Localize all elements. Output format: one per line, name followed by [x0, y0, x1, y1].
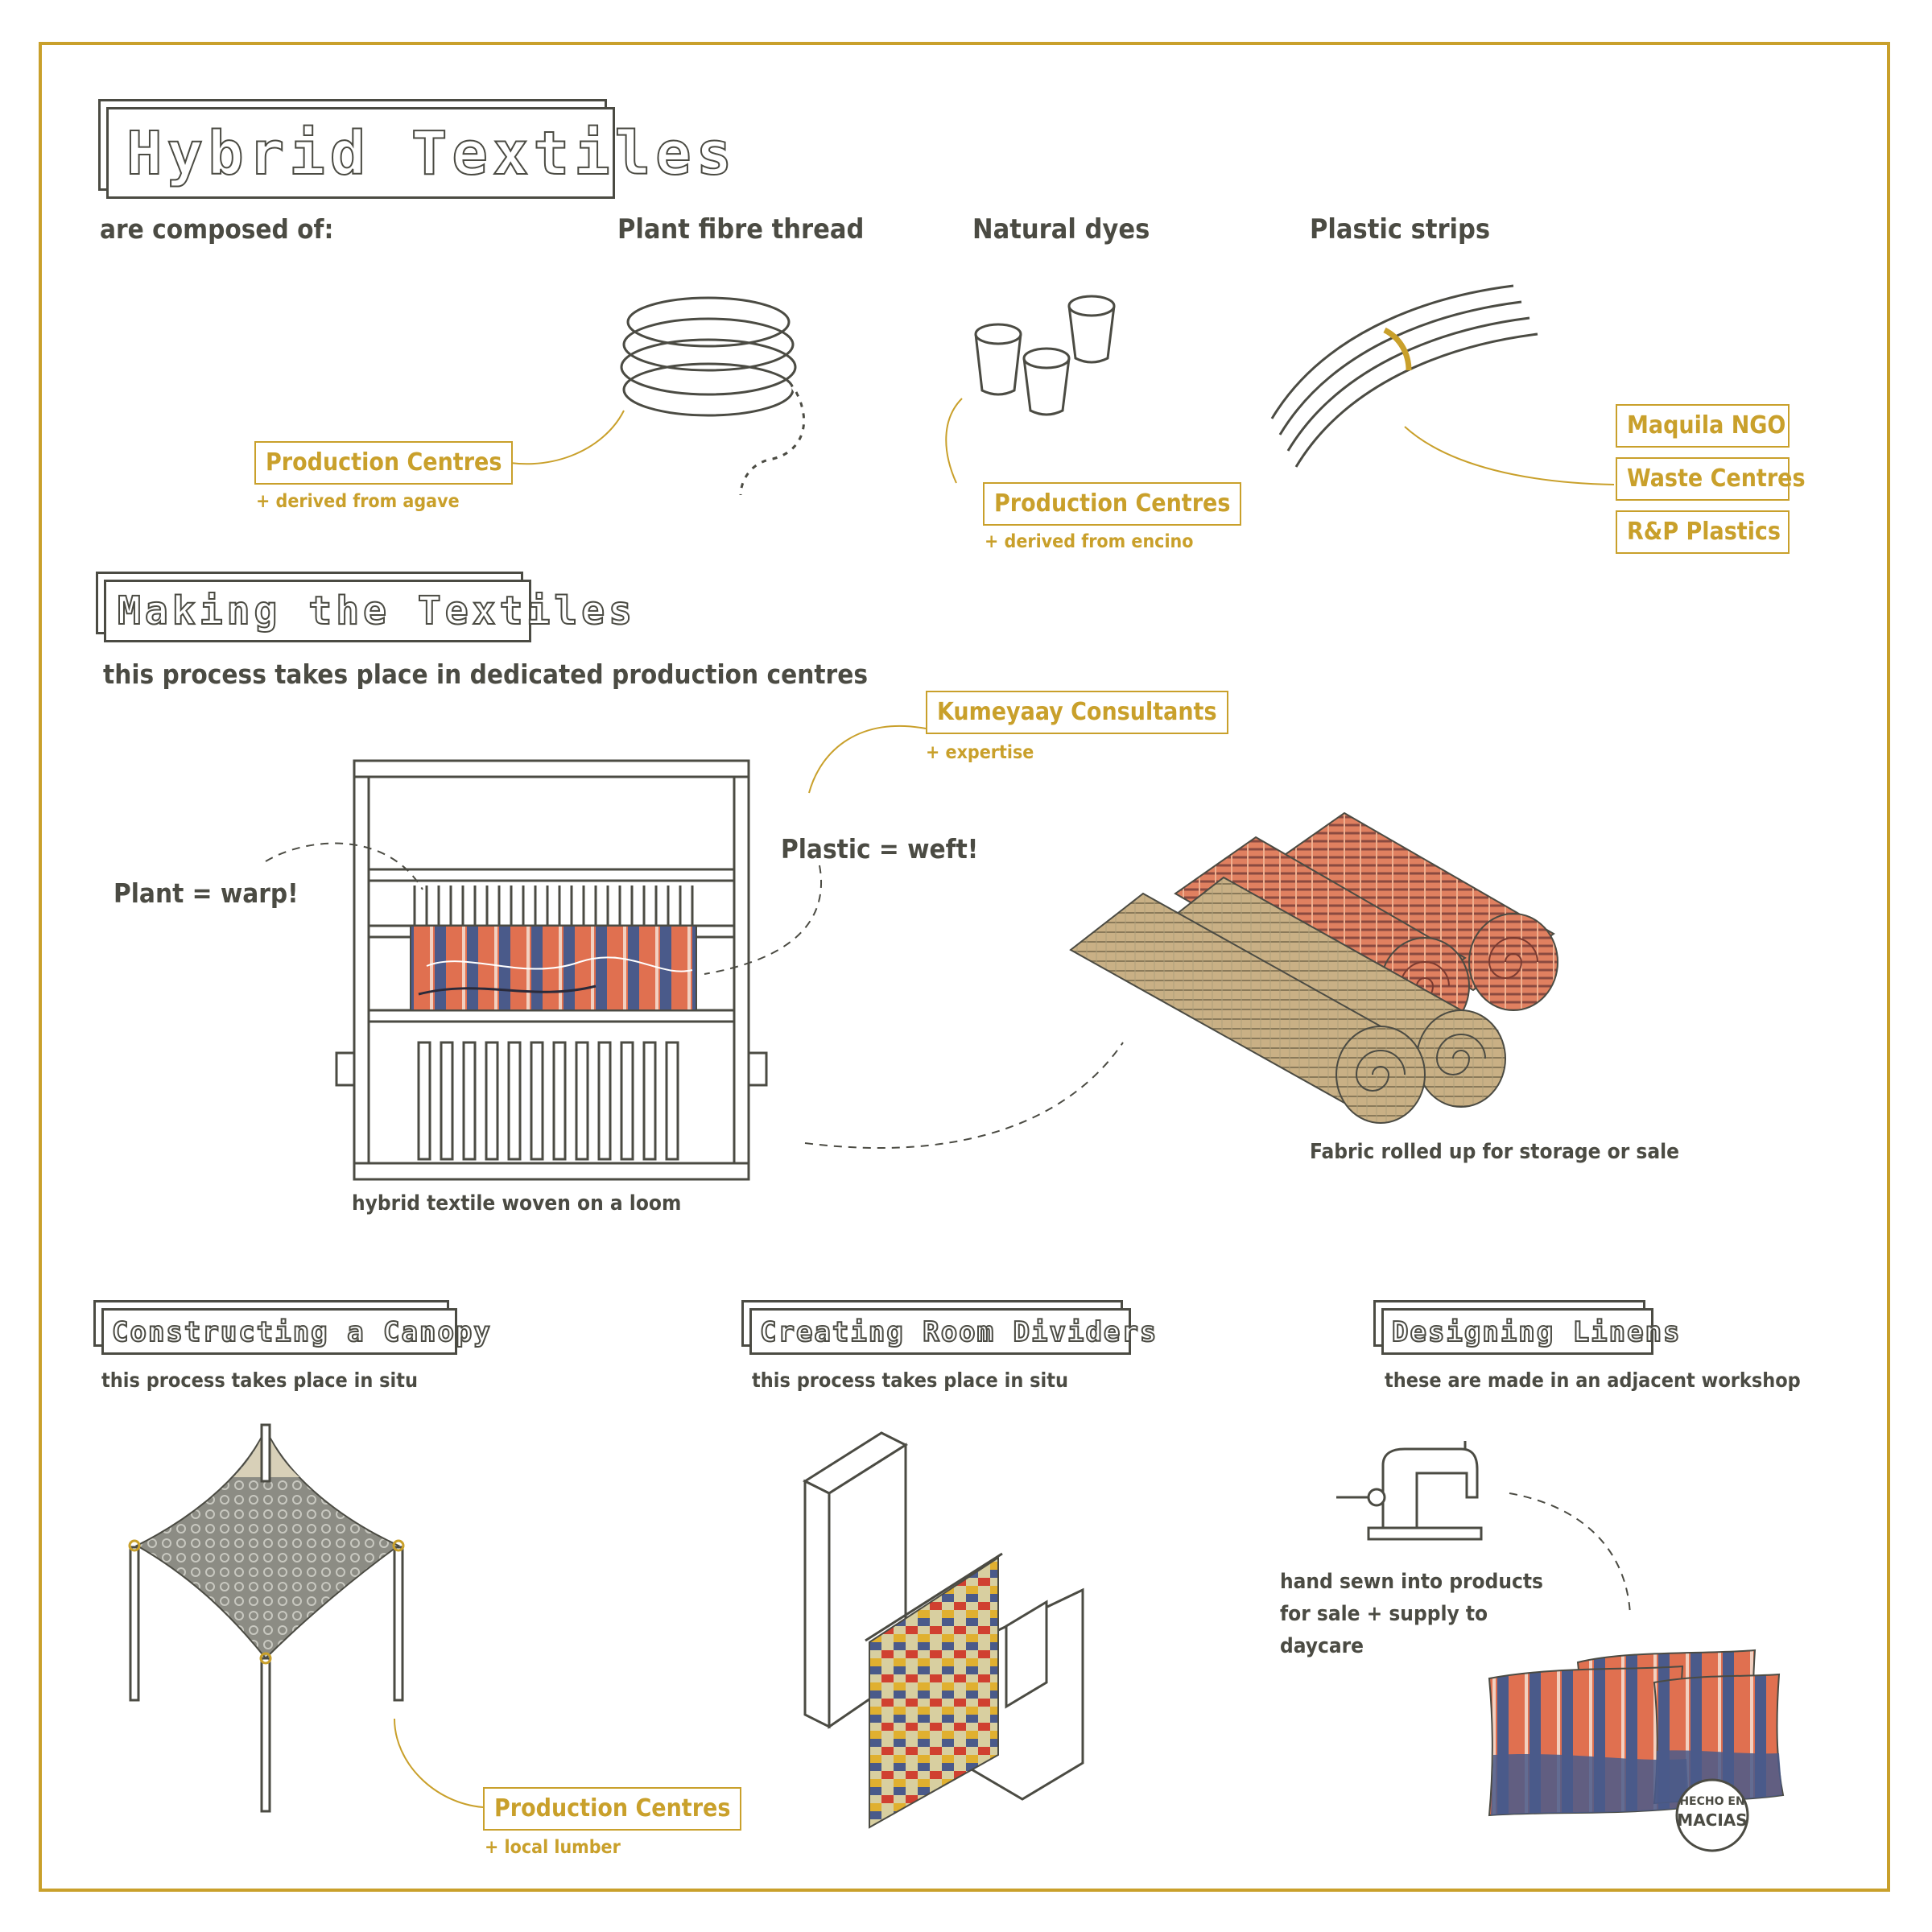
- composed-of-label: are composed of:: [100, 213, 334, 245]
- dyes-source-box: Production Centres: [983, 482, 1241, 526]
- making-title: Making the Textiles: [118, 588, 637, 634]
- room-divider-illustration: [805, 1433, 1083, 1827]
- plastic-source-2: R&P Plastics: [1616, 510, 1790, 554]
- plastic-strips-icon: [1272, 286, 1538, 467]
- linens-title: Designing Linens: [1392, 1316, 1682, 1348]
- linens-caption-line-1: hand sewn into products: [1280, 1570, 1543, 1594]
- dye-cups-icon: [976, 296, 1114, 415]
- arrow-consultants: [809, 726, 926, 793]
- warp-label: Plant = warp!: [114, 877, 299, 909]
- rope-icon: [621, 298, 804, 495]
- dividers-title: Creating Room Dividers: [760, 1316, 1158, 1348]
- sewing-machine-icon: [1336, 1441, 1481, 1539]
- page-title: Hybrid Textiles: [126, 119, 737, 188]
- canopy-subtitle: this process takes place in situ: [101, 1368, 419, 1392]
- plant-fibre-label: Plant fibre thread: [617, 213, 865, 246]
- canopy-source-box: Production Centres: [483, 1787, 741, 1831]
- canopy-illustration: [130, 1425, 403, 1811]
- making-title-box: [104, 580, 637, 642]
- dyes-source-note: + derived from encino: [985, 531, 1194, 552]
- consultants-note: + expertise: [926, 742, 1034, 763]
- arrow-plastic: [1405, 427, 1614, 485]
- plant-source-box: Production Centres: [254, 441, 513, 485]
- arrow-to-rolls: [805, 1042, 1123, 1148]
- arrow-dyes: [946, 398, 962, 483]
- linens-subtitle: these are made in an adjacent workshop: [1385, 1368, 1801, 1392]
- weft-label: Plastic = weft!: [781, 833, 979, 865]
- linens-caption-line-2: for sale + supply to: [1280, 1602, 1488, 1626]
- canopy-title: Constructing a Canopy: [112, 1316, 492, 1348]
- plastic-source-0: Maquila NGO: [1616, 404, 1790, 448]
- arrow-lumber: [394, 1719, 483, 1807]
- linens-title-box: [1381, 1308, 1682, 1355]
- canopy-title-box: [101, 1308, 492, 1355]
- svg-text:MACIAS: MACIAS: [1677, 1810, 1748, 1830]
- making-subtitle: this process takes place in dedicated production centres: [103, 658, 869, 690]
- consultants-box: Kumeyaay Consultants: [926, 691, 1228, 734]
- plant-source-note: + derived from agave: [256, 491, 460, 512]
- natural-dyes-label: Natural dyes: [972, 213, 1150, 246]
- hybrid-textiles-title-box: [106, 107, 737, 199]
- rolls-caption: Fabric rolled up for storage or sale: [1310, 1140, 1679, 1164]
- svg-text:HECHO EN: HECHO EN: [1679, 1795, 1745, 1808]
- loom-caption: hybrid textile woven on a loom: [352, 1191, 682, 1216]
- canopy-source-note: + local lumber: [485, 1837, 621, 1858]
- dividers-subtitle: this process takes place in situ: [752, 1368, 1069, 1392]
- loom-illustration: [336, 761, 766, 1179]
- dividers-title-box: [749, 1308, 1158, 1355]
- plastic-strips-label: Plastic strips: [1310, 213, 1491, 246]
- hecho-en-macias-stamp: [1677, 1780, 1748, 1851]
- fabric-rolls-illustration: [1071, 813, 1558, 1123]
- linens-caption-line-3: daycare: [1280, 1634, 1364, 1658]
- linens-caption: [1280, 1566, 1543, 1662]
- plastic-source-1: Waste Centres: [1616, 457, 1790, 501]
